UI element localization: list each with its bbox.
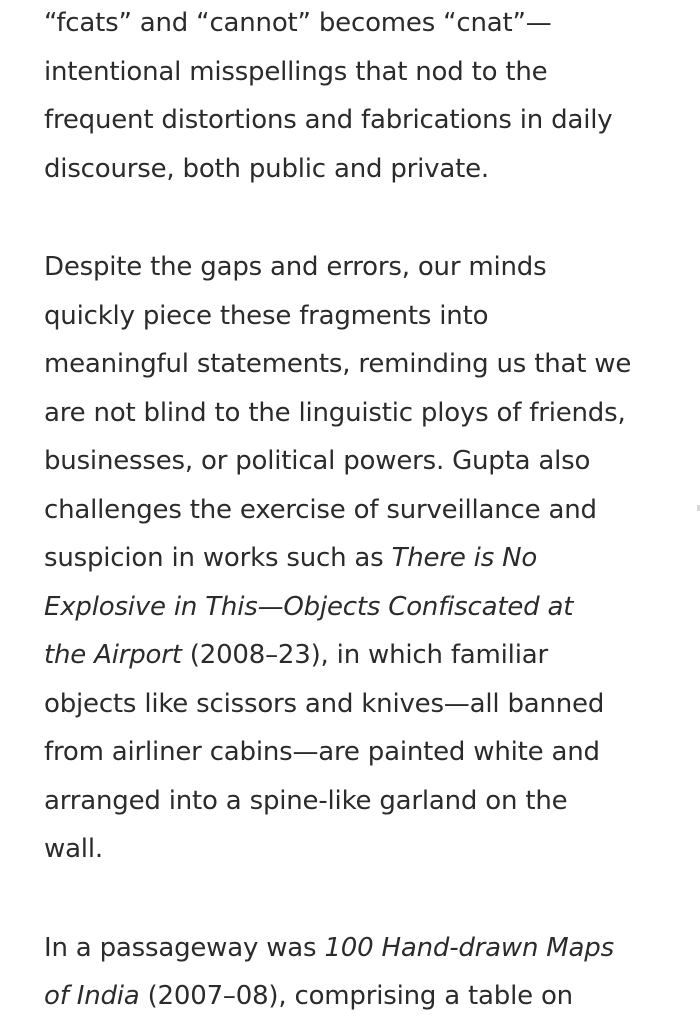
text-line	[44, 96, 674, 145]
text-line	[44, 48, 674, 97]
text-line	[44, 728, 674, 777]
text-line	[44, 292, 674, 341]
text-run: suspicion in works such as	[44, 543, 392, 573]
text-line	[44, 777, 674, 826]
text-line	[44, 437, 674, 486]
paragraph-1	[44, 0, 674, 193]
text-run: discourse, both public and private.	[44, 153, 489, 184]
text-line	[44, 924, 674, 973]
text-line	[44, 486, 674, 535]
text-run: challenges the exercise of surveillance and	[44, 494, 597, 525]
text-run: businesses, or political powers. Gupta also	[44, 446, 591, 476]
paragraph-2	[44, 243, 674, 874]
text-run: frequent distortions and fabrications in daily	[44, 105, 613, 135]
artwork-title: Explosive in This—Objects Confiscated at	[44, 591, 574, 622]
text-line	[44, 972, 674, 1021]
text-line	[44, 389, 674, 438]
text-run: arranged into a spine-like garland on the	[44, 785, 568, 816]
text-run: Despite the gaps and errors, our minds	[44, 252, 547, 282]
text-run: from airliner cabins—are painted white and	[44, 737, 600, 767]
text-line	[44, 534, 674, 583]
text-line	[44, 243, 674, 292]
text-run: objects like scissors and knives—all banned	[44, 688, 605, 719]
text-line	[44, 825, 674, 874]
text-line	[44, 631, 674, 680]
text-line	[44, 340, 674, 389]
text-line	[44, 680, 674, 729]
text-run: meaningful statements, reminding us that we	[44, 349, 632, 379]
article-body	[44, 0, 674, 1021]
text-run: intentional misspellings that nod to the	[44, 56, 548, 87]
paragraph-3	[44, 924, 674, 1021]
text-run: wall.	[44, 834, 103, 864]
artwork-title: of India	[44, 981, 140, 1011]
artwork-title: 100 Hand-drawn Maps	[324, 932, 614, 963]
text-line	[44, 0, 674, 48]
text-line	[44, 145, 674, 194]
text-run: (2008–23), in which familiar	[181, 640, 548, 670]
text-run: (2007–08), comprising a table on	[139, 981, 573, 1011]
text-run: are not blind to the linguistic ploys of friends,	[44, 397, 626, 428]
text-run: In a passageway was	[44, 932, 325, 963]
text-run: quickly piece these fragments into	[44, 300, 489, 331]
artwork-title: There is No	[391, 543, 538, 573]
text-run: “fcats” and “cannot” becomes “cnat”—	[44, 8, 552, 38]
text-line	[44, 583, 674, 632]
artwork-title: the Airport	[44, 640, 182, 670]
